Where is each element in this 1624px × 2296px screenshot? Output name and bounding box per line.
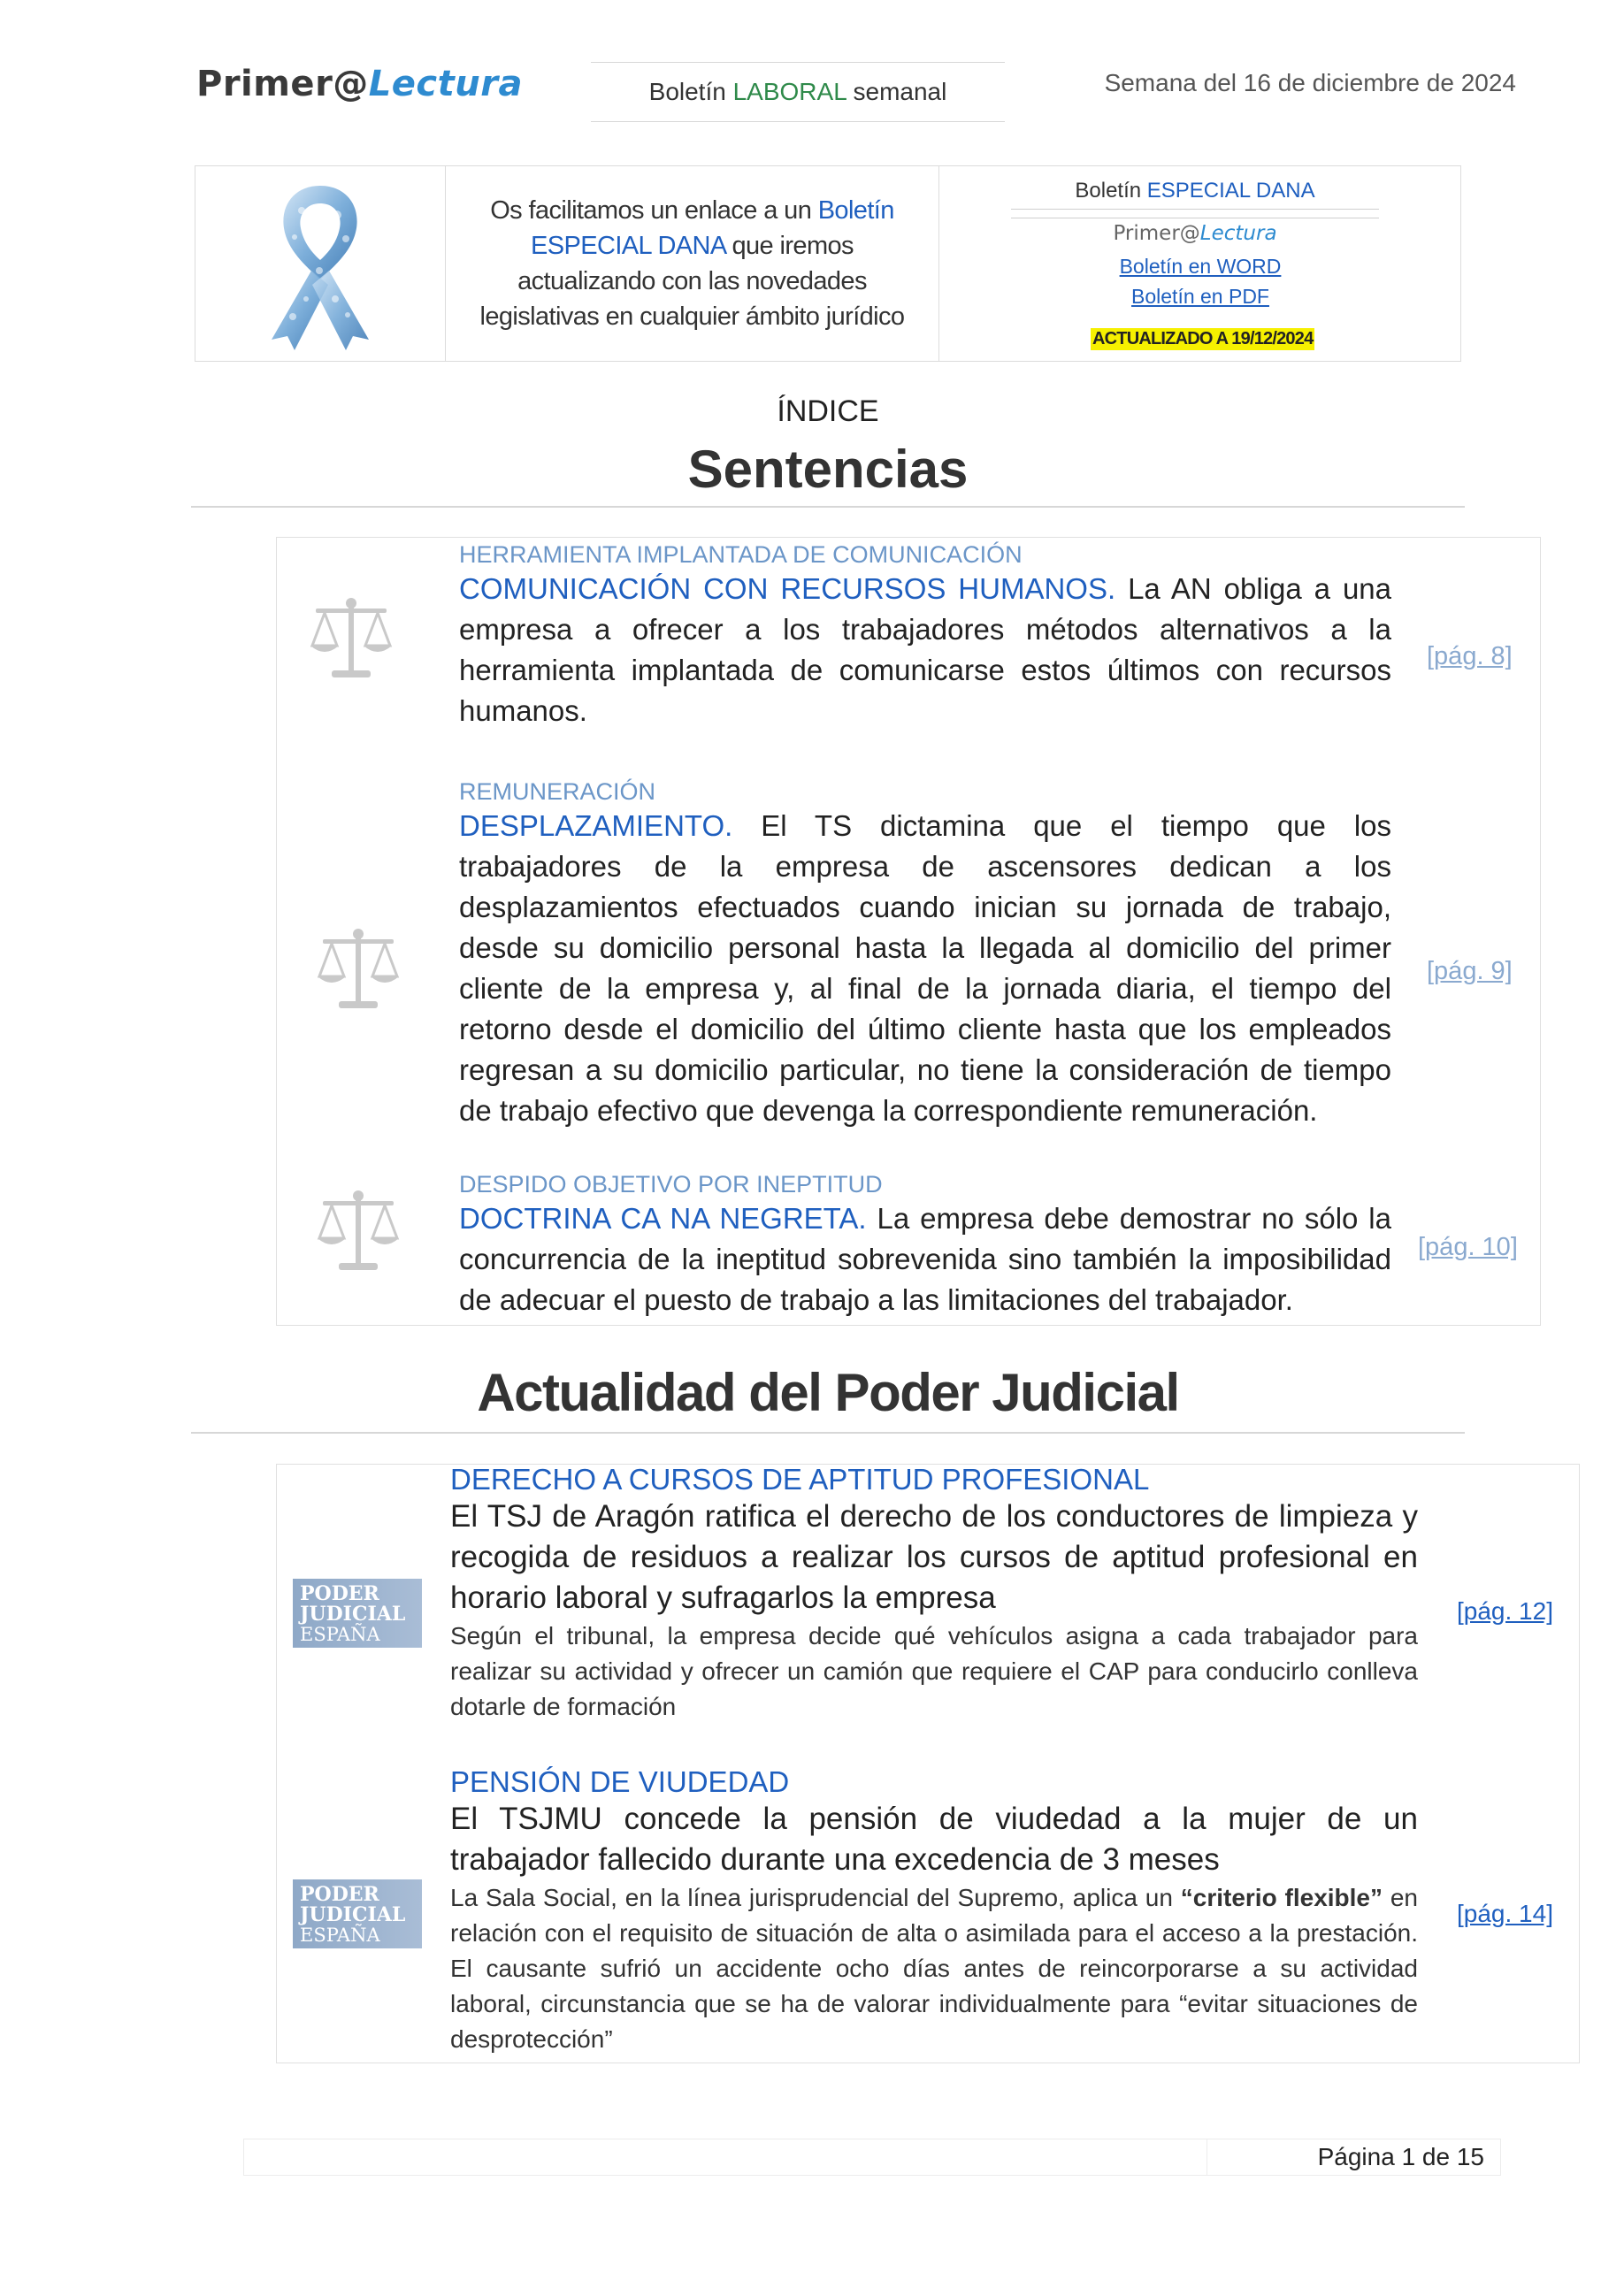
sentencias-heading: Sentencias bbox=[687, 440, 969, 499]
judicial-news-entry bbox=[450, 1765, 1418, 2057]
entry-text: El TS dictamina que el tiempo que los trabajadores de la empresa de ascensores dedican a los desplazamientos efectuados cuando inician su jornada de trabajo, desde su domicilio personal hasta la llegada al domicilio del primer cliente de la empresa y, al final de la jornada diaria, el tiempo del retorno desde el domicilio del último cliente hasta que los empleados regresan a su domicilio particular, no tiene la consideración de tiempo de trabajo efectivo que devenga la correspondiente remuneración. bbox=[459, 809, 1391, 1127]
dana-banner bbox=[195, 165, 1461, 362]
logo-line1: PODER bbox=[300, 1883, 379, 1906]
poder-judicial-logo bbox=[293, 1879, 422, 1948]
page-ref-link[interactable]: [pág. 14] bbox=[1457, 1900, 1553, 1927]
special-logo-part1: Primer@ bbox=[1113, 222, 1200, 245]
scales-of-justice-icon bbox=[305, 594, 397, 686]
special-title-pre: Boletín bbox=[1075, 179, 1147, 203]
awareness-ribbon-icon bbox=[195, 166, 445, 361]
news-category: PENSIÓN DE VIUDEDAD bbox=[450, 1765, 790, 1798]
logo-line2: JUDICIAL bbox=[300, 1603, 406, 1626]
section-divider bbox=[191, 1432, 1465, 1434]
desc-post: en relación con el requisito de situación de alta o asimilada para el acceso a la prestación. El causante sufrió un accidente ocho días antes de reincorporarse a su actividad laboral, circunstancia que se ha de valorar individualmente para “evitar situaciones de desprotección” bbox=[450, 1884, 1418, 2053]
entry-body bbox=[459, 569, 1391, 731]
poder-judicial-logo bbox=[293, 1579, 422, 1648]
entry-body bbox=[459, 1198, 1391, 1320]
desc-pre: La Sala Social, en la línea jurisprudencial del Supremo, aplica un bbox=[450, 1884, 1181, 1911]
pdf-bulletin-link[interactable]: Boletín en PDF bbox=[1131, 285, 1269, 308]
dana-links-cell bbox=[940, 166, 1460, 361]
news-description bbox=[450, 1880, 1418, 2057]
index-label: ÍNDICE bbox=[777, 394, 879, 428]
sentencia-entry bbox=[459, 1171, 1391, 1320]
news-title: El TSJ de Aragón ratifica el derecho de los conductores de limpieza y recogida de residuos a realizar los cursos de aptitud profesional en horario laboral y sufragarlos la empresa bbox=[450, 1499, 1418, 1615]
special-dana-title bbox=[1011, 179, 1379, 210]
entry-key: DOCTRINA CA NA NEGRETA. bbox=[459, 1202, 867, 1235]
sentencia-entry bbox=[459, 778, 1391, 1131]
bulletin-title-post: semanal bbox=[846, 78, 947, 105]
actualidad-box bbox=[276, 1464, 1580, 2063]
entry-category: HERRAMIENTA IMPLANTADA DE COMUNICACIÓN bbox=[459, 541, 1023, 568]
news-category: DERECHO A CURSOS DE APTITUD PROFESIONAL bbox=[450, 1463, 1150, 1496]
page-ref-link[interactable]: [pág. 10] bbox=[1418, 1233, 1518, 1261]
page-ref-link[interactable]: [pág. 9] bbox=[1427, 957, 1513, 985]
banner-text-post: que iremos actualizando con las novedades legislativas en cualquier ámbito jurídico bbox=[479, 232, 905, 331]
entry-text: La empresa debe demostrar no sólo la concurrencia de la ineptitud sobrevenida sino también la imposibilidad de adecuar el puesto de trabajo a las limitaciones del trabajador. bbox=[459, 1202, 1391, 1316]
special-logo-part2: Lectura bbox=[1199, 222, 1277, 245]
updated-badge: ACTUALIZADO A 19/12/2024 bbox=[1092, 329, 1314, 348]
page-footer bbox=[243, 2139, 1501, 2176]
ribbon-cell bbox=[195, 166, 446, 361]
logo-line2: JUDICIAL bbox=[300, 1903, 406, 1926]
news-description bbox=[450, 1619, 1418, 1725]
special-logo bbox=[1011, 218, 1379, 245]
desc-pre: Según el tribunal, la empresa decide qué vehículos asigna a cada trabajador para realizar su actividad y ofrecer un camión que requiere el CAP para conducirlo conlleva dotarle de formación bbox=[450, 1622, 1418, 1720]
primera-lectura-logo bbox=[196, 64, 523, 104]
sentencia-entry bbox=[459, 541, 1391, 731]
entry-key: COMUNICACIÓN CON RECURSOS HUMANOS. bbox=[459, 572, 1116, 605]
entry-category: DESPIDO OBJETIVO POR INEPTITUD bbox=[459, 1171, 883, 1198]
logo-part1: Primer@ bbox=[196, 64, 369, 104]
bulletin-title-accent: LABORAL bbox=[732, 78, 846, 105]
logo-line3: ESPAÑA bbox=[300, 1624, 380, 1645]
banner-text-pre: Os facilitamos un enlace a un bbox=[490, 196, 818, 225]
desc-bold: “criterio flexible” bbox=[1180, 1884, 1383, 1911]
sentencias-box bbox=[276, 537, 1541, 1326]
banner-text-accent: Boletín ESPECIAL DANA bbox=[531, 196, 894, 260]
scales-of-justice-icon bbox=[312, 1187, 404, 1279]
logo-part2: Lectura bbox=[368, 64, 523, 104]
entry-key: DESPLAZAMIENTO. bbox=[459, 809, 733, 842]
scales-of-justice-icon bbox=[312, 925, 404, 1017]
page-ref-link[interactable]: [pág. 12] bbox=[1457, 1597, 1553, 1625]
judicial-news-entry bbox=[450, 1463, 1418, 1725]
section-divider bbox=[191, 506, 1465, 508]
bulletin-title-pre: Boletín bbox=[648, 78, 733, 105]
entry-body bbox=[459, 806, 1391, 1131]
page-ref-link[interactable]: [pág. 8] bbox=[1427, 642, 1513, 670]
logo-line3: ESPAÑA bbox=[300, 1925, 380, 1946]
dana-banner-text bbox=[446, 166, 939, 361]
special-title-accent: ESPECIAL DANA bbox=[1146, 179, 1315, 203]
week-date: Semana del 16 de diciembre de 2024 bbox=[1104, 69, 1516, 96]
bulletin-title bbox=[591, 62, 1005, 122]
entry-text: La AN obliga a una empresa a ofrecer a los trabajadores métodos alternativos a la herramienta implantada de comunicarse estos últimos con recursos humanos. bbox=[459, 572, 1392, 727]
word-bulletin-link[interactable]: Boletín en WORD bbox=[1119, 255, 1282, 278]
news-title: El TSJMU concede la pensión de viudedad a la mujer de un trabajador fallecido durante una excedencia de 3 meses bbox=[450, 1802, 1418, 1877]
actualidad-heading: Actualidad del Poder Judicial bbox=[477, 1363, 1179, 1422]
logo-line1: PODER bbox=[300, 1582, 379, 1605]
entry-category: REMUNERACIÓN bbox=[459, 778, 656, 805]
page-number: Página 1 de 15 bbox=[1317, 2143, 1484, 2170]
